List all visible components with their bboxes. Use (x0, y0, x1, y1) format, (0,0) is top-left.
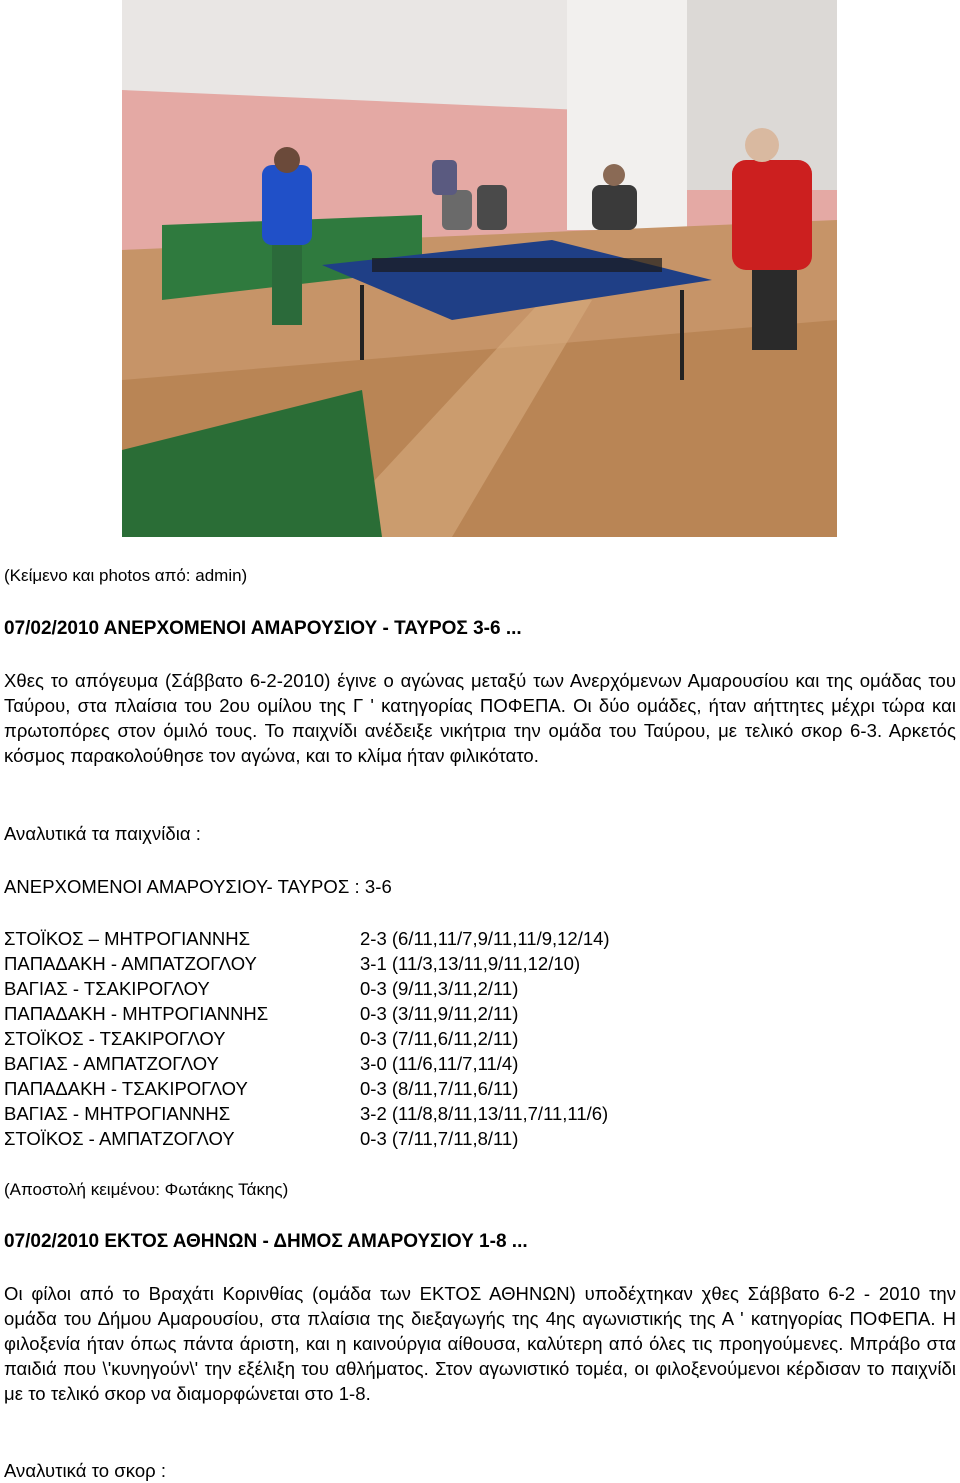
result-row (4, 976, 610, 1001)
result-pair: ΣΤΟΪΚΟΣ - ΑΜΠΑΤΖΟΓΛΟΥ (4, 1128, 235, 1149)
result-row (4, 1076, 610, 1101)
result-pair: ΠΑΠΑΔΑΚΗ - ΑΜΠΑΤΖΟΓΛΟΥ (4, 953, 257, 974)
table-tennis-photo (122, 0, 837, 537)
match-result-line: ΑΝΕΡΧΟΜΕΝΟΙ ΑΜΑΡΟΥΣΙΟΥ- ΤΑΥΡΟΣ : 3-6 (4, 876, 392, 897)
article-body: Χθες το απόγευμα (Σάββατο 6-2-2010) έγινε ο αγώνας μεταξύ των Ανερχόμενων Αμαρουσίου και της ομάδας του Ταύρου, στα πλαίσια του 2ου ομίλου της Γ ' κατηγορίας ΠΟΦΕΠΑ. Οι δύο ομάδες, ήταν αήττητες μέχρι τώρα και πρωτοπόρες στον όμιλό τους. Το παιχνίδι ανέδειξε νικήτρια την ομάδα του Ταύρου, με τελικό σκορ 6-3. Αρκετός κόσμος παρακολούθησε τον αγώνα, και το κλίμα ήταν φιλικότατο. (4, 670, 956, 766)
article-title: 07/02/2010 ΑΝΕΡΧΟΜΕΝΟΙ ΑΜΑΡΟΥΣΙΟΥ - ΤΑΥΡΟΣ 3-6 ... (4, 618, 522, 639)
score-label: Αναλυτικά το σκορ : (4, 1460, 167, 1481)
result-score: 0-3 (9/11,3/11,2/11) (360, 978, 519, 999)
result-score: 3-1 (11/3,13/11,9/11,12/10) (360, 953, 581, 974)
result-pair: ΒΑΓΙΑΣ - ΤΣΑΚΙΡΟΓΛΟΥ (4, 978, 210, 999)
result-score: 3-2 (11/8,8/11,13/11,7/11,11/6) (360, 1103, 609, 1124)
result-score: 0-3 (3/11,9/11,2/11) (360, 1003, 519, 1024)
result-row (4, 1126, 610, 1151)
article-title: 07/02/2010 ΕΚΤΟΣ ΑΘΗΝΩΝ - ΔΗΜΟΣ ΑΜΑΡΟΥΣΙΟΥ 1-8 ... (4, 1231, 528, 1252)
result-row (4, 1051, 610, 1076)
result-row (4, 1101, 610, 1126)
result-row (4, 1001, 610, 1026)
result-pair: ΒΑΓΙΑΣ - ΜΗΤΡΟΓΙΑΝΝΗΣ (4, 1103, 231, 1124)
result-score: 0-3 (8/11,7/11,6/11) (360, 1078, 519, 1099)
result-pair: ΠΑΠΑΔΑΚΗ - ΤΣΑΚΙΡΟΓΛΟΥ (4, 1078, 248, 1099)
result-pair: ΒΑΓΙΑΣ - ΑΜΠΑΤΖΟΓΛΟΥ (4, 1053, 219, 1074)
photo-credit: (Κείμενο και photos από: admin) (4, 566, 248, 585)
result-score: 0-3 (7/11,6/11,2/11) (360, 1028, 519, 1049)
result-score: 0-3 (7/11,7/11,8/11) (360, 1128, 519, 1149)
text-sender: (Αποστολή κειμένου: Φωτάκης Τάκης) (4, 1180, 289, 1199)
result-row (4, 951, 610, 976)
results-list (4, 926, 610, 1151)
result-row (4, 926, 610, 951)
article-body: Οι φίλοι από το Βραχάτι Κορινθίας (ομάδα των ΕΚΤΟΣ ΑΘΗΝΩΝ) υποδέχτηκαν χθες Σάββατο 6-2 - 2010 την ομάδα του Δήμου Αμαρουσίου, στα πλαίσια της διεξαγωγής της 4ης αγωνιστικής της Α ' κατηγορίας ΠΟΦΕΠΑ. Η φιλοξενία ήταν όπως πάντα άριστη, και η καινούργια αίθουσα, καλύτερη από όλες τις προηγούμενες. Μπράβο στα παιδιά που \'κυνηγούν\' την εξέλιξη του αθλήματος. Στον αγωνιστικό τομέα, οι φιλοξενούμενοι κέρδισαν το παιχνίδι με το τελικό σκορ να διαμορφώνεται στο 1-8. (4, 1283, 956, 1404)
games-label: Αναλυτικά τα παιχνίδια : (4, 823, 201, 844)
result-row (4, 1026, 610, 1051)
result-pair: ΣΤΟΪΚΟΣ – ΜΗΤΡΟΓΙΑΝΝΗΣ (4, 928, 251, 949)
article-photo (122, 0, 837, 537)
result-pair: ΣΤΟΪΚΟΣ - ΤΣΑΚΙΡΟΓΛΟΥ (4, 1028, 226, 1049)
result-score: 2-3 (6/11,11/7,9/11,11/9,12/14) (360, 928, 610, 949)
result-pair: ΠΑΠΑΔΑΚΗ - ΜΗΤΡΟΓΙΑΝΝΗΣ (4, 1003, 269, 1024)
result-score: 3-0 (11/6,11/7,11/4) (360, 1053, 519, 1074)
